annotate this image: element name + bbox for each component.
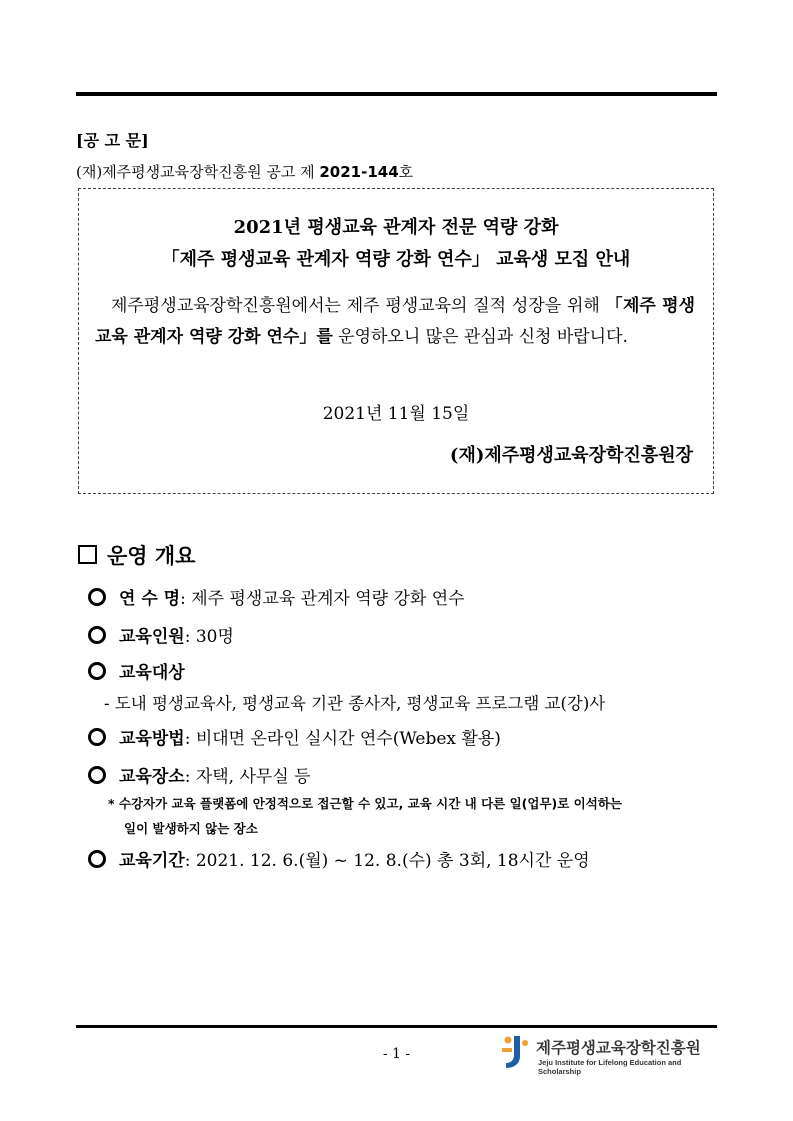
item-label: 연 수 명 [119, 589, 181, 609]
notice-label: [공 고 문] [76, 131, 149, 150]
square-bullet-icon [78, 545, 97, 564]
notice-number-value: 2021-144 [319, 163, 399, 181]
notice-number [76, 161, 413, 182]
item-label: 교육기간 [119, 851, 185, 871]
announcement-box [78, 188, 714, 494]
section-title-text: 운영 개요 [107, 544, 196, 568]
circle-bullet-icon [88, 626, 106, 644]
announcement-issuer: (재)제주평생교육장학진흥원장 [449, 445, 693, 466]
circle-bullet-icon [88, 728, 106, 746]
body-text-bold: 「제주 평생교육 관계자 역량 강화 연수」를 [95, 296, 695, 347]
logo-korean-name: 제주평생교육장학진흥원 [536, 1039, 701, 1057]
logo-english-name: Jeju Institute for Lifelong Education and Scholarship [538, 1058, 682, 1076]
top-rule [76, 92, 717, 96]
announcement-date: 2021년 11월 15일 [322, 404, 470, 424]
item-method [88, 724, 501, 749]
institute-logo [500, 1034, 720, 1074]
place-note-line2: 일이 발생하지 않는 장소 [124, 821, 258, 836]
item-value: : 2021. 12. 6.(월) ~ 12. 8.(수) 총 3회, 18시간 운영 [184, 851, 590, 871]
item-place [88, 762, 311, 787]
circle-bullet-icon [88, 850, 106, 868]
notice-number-prefix: (재)제주평생교육장학진흥원 공고 제 [76, 163, 320, 181]
place-note-line1: * 수강자가 교육 플랫폼에 안정적으로 접근할 수 있고, 교육 시간 내 다른 일(업무)로 이석하는 [108, 796, 622, 811]
item-value: : 제주 평생교육 관계자 역량 강화 연수 [180, 589, 465, 609]
item-capacity [88, 622, 234, 647]
institute-logo-icon [500, 1034, 532, 1070]
body-text-part2: 운영하오니 많은 관심과 신청 바랍니다. [332, 327, 628, 347]
circle-bullet-icon [88, 662, 106, 680]
item-value: : 30명 [184, 627, 234, 647]
item-label: 교육방법 [119, 729, 185, 749]
item-course-name [88, 584, 465, 609]
item-label: 교육장소 [119, 767, 185, 787]
body-text-part1: 제주평생교육장학진흥원에서는 제주 평생교육의 질적 성장을 위해 [111, 296, 606, 316]
section-title [78, 540, 195, 570]
item-period [88, 846, 590, 871]
item-value: : 비대면 온라인 실시간 연수(Webex 활용) [184, 729, 501, 749]
page-number: - 1 - [382, 1046, 411, 1062]
notice-number-suffix: 호 [398, 163, 414, 181]
announcement-body [95, 291, 695, 353]
circle-bullet-icon [88, 588, 106, 606]
item-target [88, 658, 185, 683]
announcement-title-line1: 2021년 평생교육 관계자 전문 역량 강화 [233, 217, 559, 238]
target-detail: - 도내 평생교육사, 평생교육 기관 종사자, 평생교육 프로그램 교(강)사 [104, 694, 606, 713]
item-value: : 자택, 사무실 등 [184, 767, 311, 787]
announcement-title-line2: 「제주 평생교육 관계자 역량 강화 연수」 교육생 모집 안내 [161, 249, 631, 270]
item-label: 교육대상 [119, 663, 185, 683]
circle-bullet-icon [88, 766, 106, 784]
bottom-rule [76, 1025, 717, 1028]
item-label: 교육인원 [119, 627, 185, 647]
